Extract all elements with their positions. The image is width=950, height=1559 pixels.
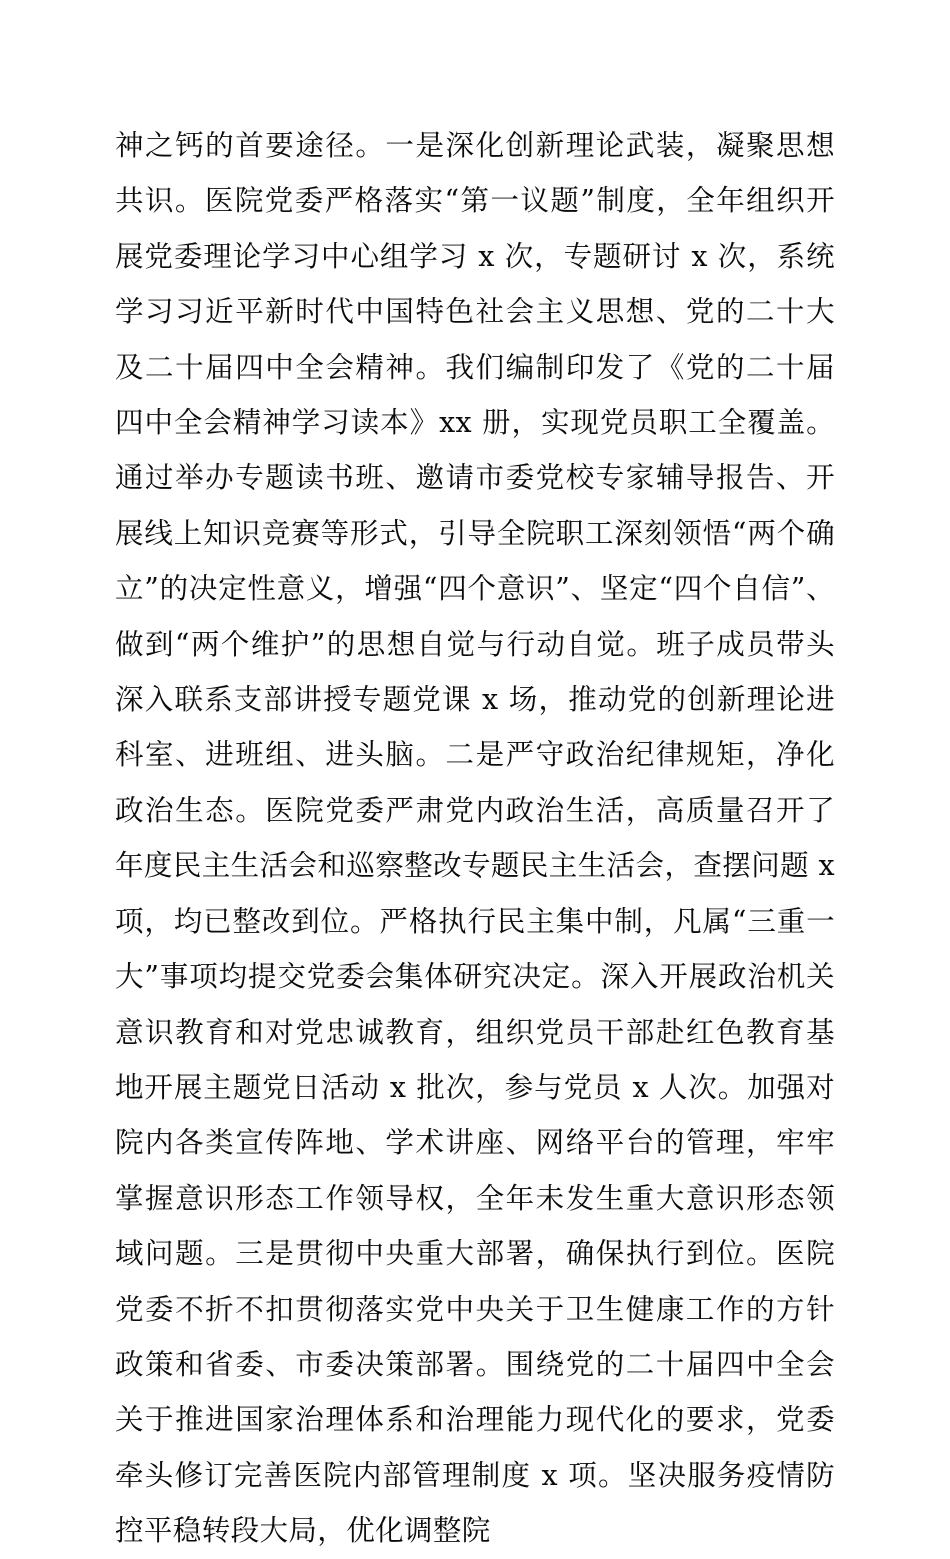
body-paragraph: 神之钙的首要途径。一是深化创新理论武装，凝聚思想共识。医院党委严格落实“第一议题”制度，全年组织开展党委理论学习中心组学习 x 次，专题研讨 x 次，系统学习习近平新时代中国特色社会主义思想、党的二十大及二十届四中全会精神。我们编制印发了《党的二十届四中全会精神学习读本》xx 册，实现党员职工全覆盖。通过举办专题读书班、邀请市委党校专家辅导报告、开展线上知识竞赛等形式，引导全院职工深刻领悟“两个确立”的决定性意义，增强“四个意识”、坚定“四个自信”、做到“两个维护”的思想自觉与行动自觉。班子成员带头深入联系支部讲授专题党课 x 场，推动党的创新理论进科室、进班组、进头脑。二是严守政治纪律规矩，净化政治生态。医院党委严肃党内政治生活，高质量召开了年度民主生活会和巡察整改专题民主生活会，查摆问题 x 项，均已整改到位。严格执行民主集中制，凡属“三重一大”事项均提交党委会集体研究决定。深入开展政治机关意识教育和对党忠诚教育，组织党员干部赴红色教育基地开展主题党日活动 x 批次，参与党员 x 人次。加强对院内各类宣传阵地、学术讲座、网络平台的管理，牢牢掌握意识形态工作领导权，全年未发生重大意识形态领域问题。三是贯彻中央重大部署，确保执行到位。医院党委不折不扣贯彻落实党中央关于卫生健康工作的方针政策和省委、市委决策部署。围绕党的二十届四中全会关于推进国家治理体系和治理能力现代化的要求，党委牵头修订完善医院内部管理制度 x 项。坚决服务疫情防控平稳转段大局，优化调整院	[115, 129, 835, 1548]
document-body	[115, 118, 835, 1559]
